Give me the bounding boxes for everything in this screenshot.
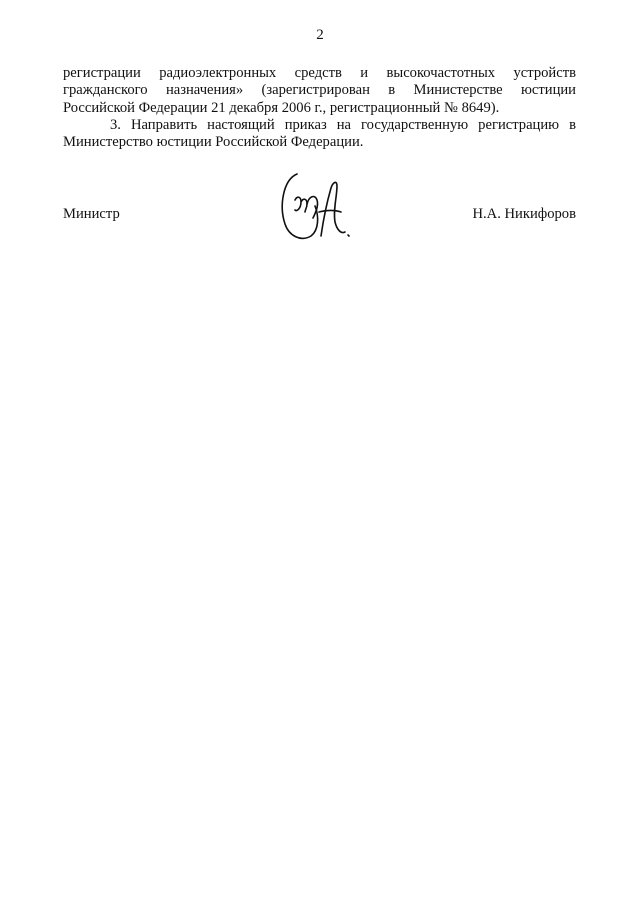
- signer-title: Министр: [63, 206, 120, 222]
- body-line: Российской Федерации 21 декабря 2006 г., регистрационный № 8649).: [63, 99, 500, 116]
- body-line: Министерство юстиции Российской Федерации.: [63, 134, 364, 151]
- body-line: гражданского назначения» (зарегистрирован в Министерстве юстиции: [63, 82, 576, 99]
- signer-name: Н.А. Никифоров: [472, 206, 576, 222]
- handwritten-signature: [275, 166, 355, 246]
- body-line: регистрации радиоэлектронных средств и высокочастотных устройств: [63, 65, 576, 81]
- body-line: 3. Направить настоящий приказ на государственную регистрацию в: [110, 116, 576, 133]
- page-number: 2: [316, 27, 324, 43]
- body-text: [63, 65, 576, 151]
